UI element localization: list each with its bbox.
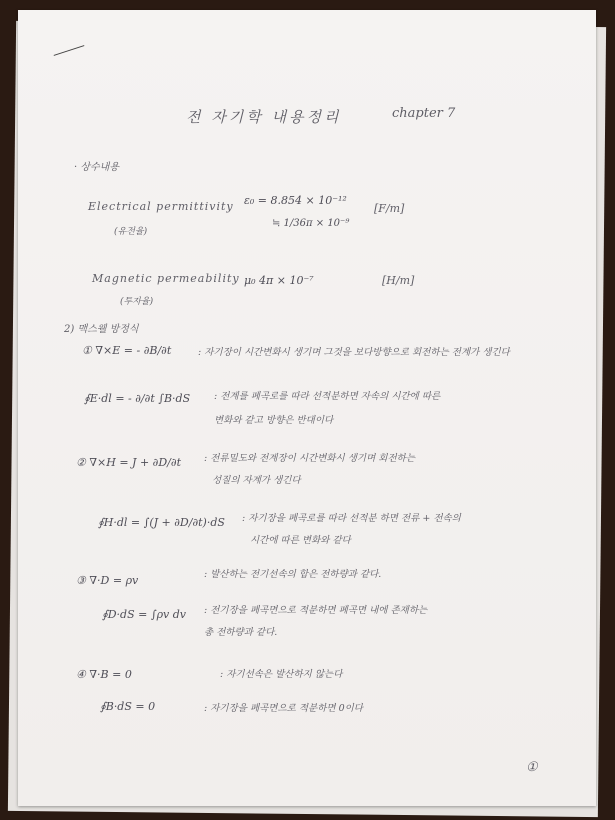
eps-unit: [F/m] — [374, 202, 405, 215]
maxwell-eq2-desc-2: 성질의 자계가 생긴다 — [212, 475, 301, 486]
maxwell-eq1-integral-desc-2: 변화와 같고 방향은 반대이다 — [214, 415, 334, 426]
maxwell-eq1-integral-desc-1: : 전계를 폐곡로를 따라 선적분하면 자속의 시간에 따른 — [214, 391, 441, 402]
maxwell-eq2: ② ∇×H = J + ∂D/∂t — [76, 456, 181, 469]
document-page — [18, 10, 596, 806]
maxwell-eq3-integral: ∮D·dS = ∫ρv dv — [102, 608, 186, 621]
maxwell-eq3-integral-desc-1: : 전기장을 폐곡면으로 적분하면 폐곡면 내에 존재하는 — [204, 605, 428, 616]
maxwell-eq4: ④ ∇·B = 0 — [76, 668, 132, 681]
section1-heading: · 상수내용 — [74, 162, 119, 173]
page-number: ① — [526, 760, 538, 775]
chapter-label: chapter 7 — [392, 106, 456, 121]
page-title: 전 자기학 내용정리 — [186, 108, 342, 126]
mu-label: Magnetic permeability — [92, 272, 240, 285]
pencil-mark — [54, 45, 85, 56]
mu-equation: μ₀ 4π × 10⁻⁷ — [244, 274, 314, 287]
maxwell-eq2-integral-desc-1: : 자기장을 폐곡로를 따라 선적분 하면 전류 + 전속의 — [242, 513, 461, 524]
mu-sublabel: (투자율) — [120, 297, 154, 307]
maxwell-eq4-integral: ∮B·dS = 0 — [100, 700, 156, 713]
eps-sublabel: (유전율) — [114, 227, 148, 237]
maxwell-eq1: ① ∇×E = - ∂B/∂t — [82, 344, 172, 357]
maxwell-eq1-integral: ∮E·dl = - ∂/∂t ∫B·dS — [84, 392, 191, 405]
eps-approx: ≒ 1/36π × 10⁻⁹ — [272, 218, 350, 229]
maxwell-eq3: ③ ∇·D = ρv — [76, 574, 139, 587]
eps-label: Electrical permittivity — [88, 200, 234, 213]
maxwell-eq2-integral-desc-2: 시간에 따른 변화와 같다 — [250, 535, 351, 546]
section2-heading: 2) 맥스웰 방정식 — [64, 324, 139, 335]
maxwell-eq3-integral-desc-2: 총 전하량과 같다. — [204, 627, 278, 638]
mu-unit: [H/m] — [382, 274, 415, 287]
eps-equation: ε₀ = 8.854 × 10⁻¹² — [244, 194, 347, 207]
maxwell-eq4-integral-desc: : 자기장을 폐곡면으로 적분하면 0이다 — [204, 703, 363, 714]
maxwell-eq1-desc: : 자기장이 시간변화시 생기며 그것을 보다방향으로 회전하는 전계가 생긴다 — [198, 347, 510, 358]
maxwell-eq2-desc-1: : 전류밀도와 전계장이 시간변화시 생기며 회전하는 — [204, 453, 416, 464]
maxwell-eq2-integral: ∮H·dl = ∫(J + ∂D/∂t)·dS — [98, 516, 225, 529]
maxwell-eq4-desc: : 자기선속은 발산하지 않는다 — [220, 669, 343, 680]
maxwell-eq3-desc: : 발산하는 전기선속의 합은 전하량과 같다. — [204, 569, 382, 580]
